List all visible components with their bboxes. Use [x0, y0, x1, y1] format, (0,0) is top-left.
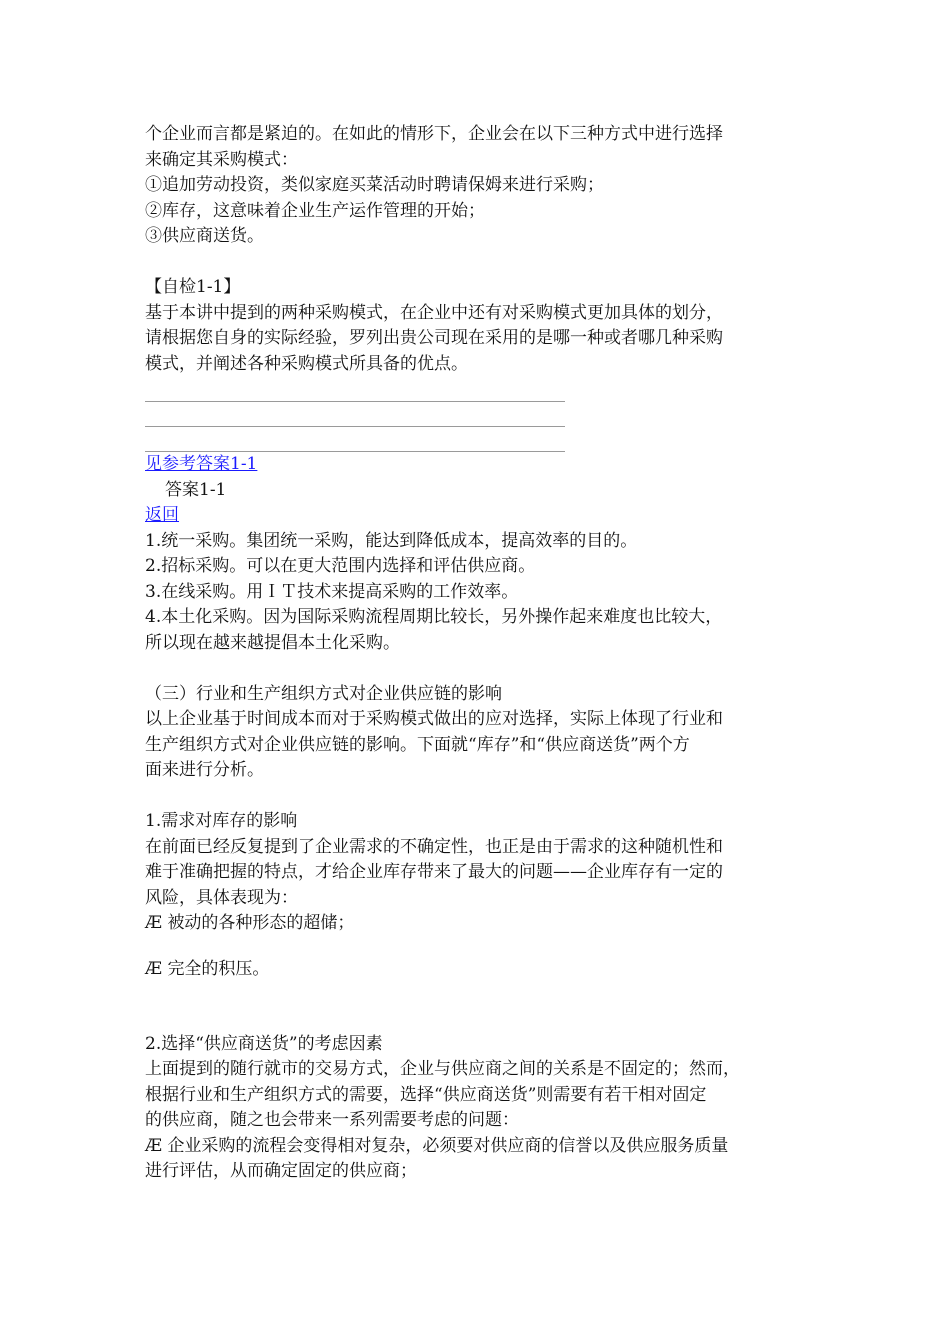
section-3-line-2: 生产组织方式对企业供应链的影响。下面就“库存”和“供应商送货”两个方 — [145, 734, 690, 755]
answer-blank-line-2[interactable] — [145, 402, 565, 427]
bullet-item — [145, 957, 825, 983]
subsection-1-line-2: 难于准确把握的特点，才给企业库存带来了最大的问题——企业库存有一定的 — [145, 862, 723, 882]
subsection-2-heading: 2.选择“供应商送货”的考虑因素 — [145, 1033, 383, 1054]
subsection-1-line-3: 风险，具体表现为： — [145, 887, 298, 908]
selfcheck-line-3: 模式，并阐述各种采购模式所具备的优点。 — [145, 353, 468, 374]
bullet-text: 完全的积压。 — [167, 958, 270, 979]
bullet-continuation: 进行评估，从而确定固定的供应商； — [145, 1161, 417, 1181]
document-page — [145, 122, 825, 1185]
bullet-glyph: Æ — [145, 913, 163, 933]
answer-title: 答案1-1 — [165, 479, 227, 500]
selfcheck-title: 【自检1-1】 — [145, 277, 241, 297]
option-1: ①追加劳动投资，类似家庭买菜活动时聘请保姆来进行采购； — [145, 175, 604, 195]
section-3-line-1: 以上企业基于时间成本而对于采购模式做出的应对选择，实际上体现了行业和 — [145, 709, 723, 729]
spacer — [145, 250, 825, 276]
bullet-item — [145, 1134, 825, 1160]
subsection-1-heading: 1.需求对库存的影响 — [145, 811, 298, 831]
selfcheck-line-1: 基于本讲中提到的两种采购模式，在企业中还有对采购模式更加具体的划分， — [145, 302, 723, 323]
intro-line-1: 个企业而言都是紧迫的。在如此的情形下，企业会在以下三种方式中进行选择 — [145, 124, 723, 144]
subsection-2-line-2: 根据行业和生产组织方式的需要，选择“供应商送货”则需要有若干相对固定 — [145, 1084, 707, 1105]
bullet-text: 被动的各种形态的超储； — [167, 913, 355, 933]
bullet-glyph: Æ — [145, 1135, 163, 1156]
intro-line-2: 来确定其采购模式： — [145, 149, 298, 170]
spacer — [145, 937, 825, 957]
spacer — [145, 784, 825, 810]
back-link[interactable]: 返回 — [145, 505, 179, 525]
answer-item-2: 2.招标采购。可以在更大范围内选择和评估供应商。 — [145, 556, 536, 576]
reference-answer-link[interactable]: 见参考答案1-1 — [145, 454, 258, 474]
answer-item-4-line-1: 4.本土化采购。因为国际采购流程周期比较长，另外操作起来难度也比较大， — [145, 607, 723, 627]
subsection-2-line-1: 上面提到的随行就市的交易方式，企业与供应商之间的关系是不固定的；然而， — [145, 1059, 740, 1079]
answer-blank-line-1[interactable] — [145, 377, 565, 402]
spacer — [145, 656, 825, 682]
spacer — [145, 1006, 825, 1032]
option-2: ②库存，这意味着企业生产运作管理的开始； — [145, 200, 485, 221]
bullet-glyph: Æ — [145, 958, 163, 979]
section-3-heading: （三）行业和生产组织方式对企业供应链的影响 — [145, 683, 502, 704]
subsection-2-line-3: 的供应商，随之也会带来一系列需要考虑的问题： — [145, 1110, 519, 1130]
bullet-item — [145, 911, 825, 937]
answer-item-4-line-2: 所以现在越来越提倡本土化采购。 — [145, 632, 400, 653]
section-3-line-3: 面来进行分析。 — [145, 760, 264, 780]
selfcheck-line-2: 请根据您自身的实际经验，罗列出贵公司现在采用的是哪一种或者哪几种采购 — [145, 328, 723, 348]
option-3: ③供应商送货。 — [145, 226, 264, 246]
answer-item-3: 3.在线采购。用ＩＴ技术来提高采购的工作效率。 — [145, 581, 519, 602]
answer-blank-line-3[interactable] — [145, 427, 565, 452]
bullet-text: 企业采购的流程会变得相对复杂，必须要对供应商的信誉以及供应服务质量 — [167, 1135, 729, 1156]
answer-item-1: 1.统一采购。集团统一采购，能达到降低成本，提高效率的目的。 — [145, 530, 638, 551]
spacer — [145, 982, 825, 1006]
subsection-1-line-1: 在前面已经反复提到了企业需求的不确定性，也正是由于需求的这种随机性和 — [145, 836, 723, 857]
